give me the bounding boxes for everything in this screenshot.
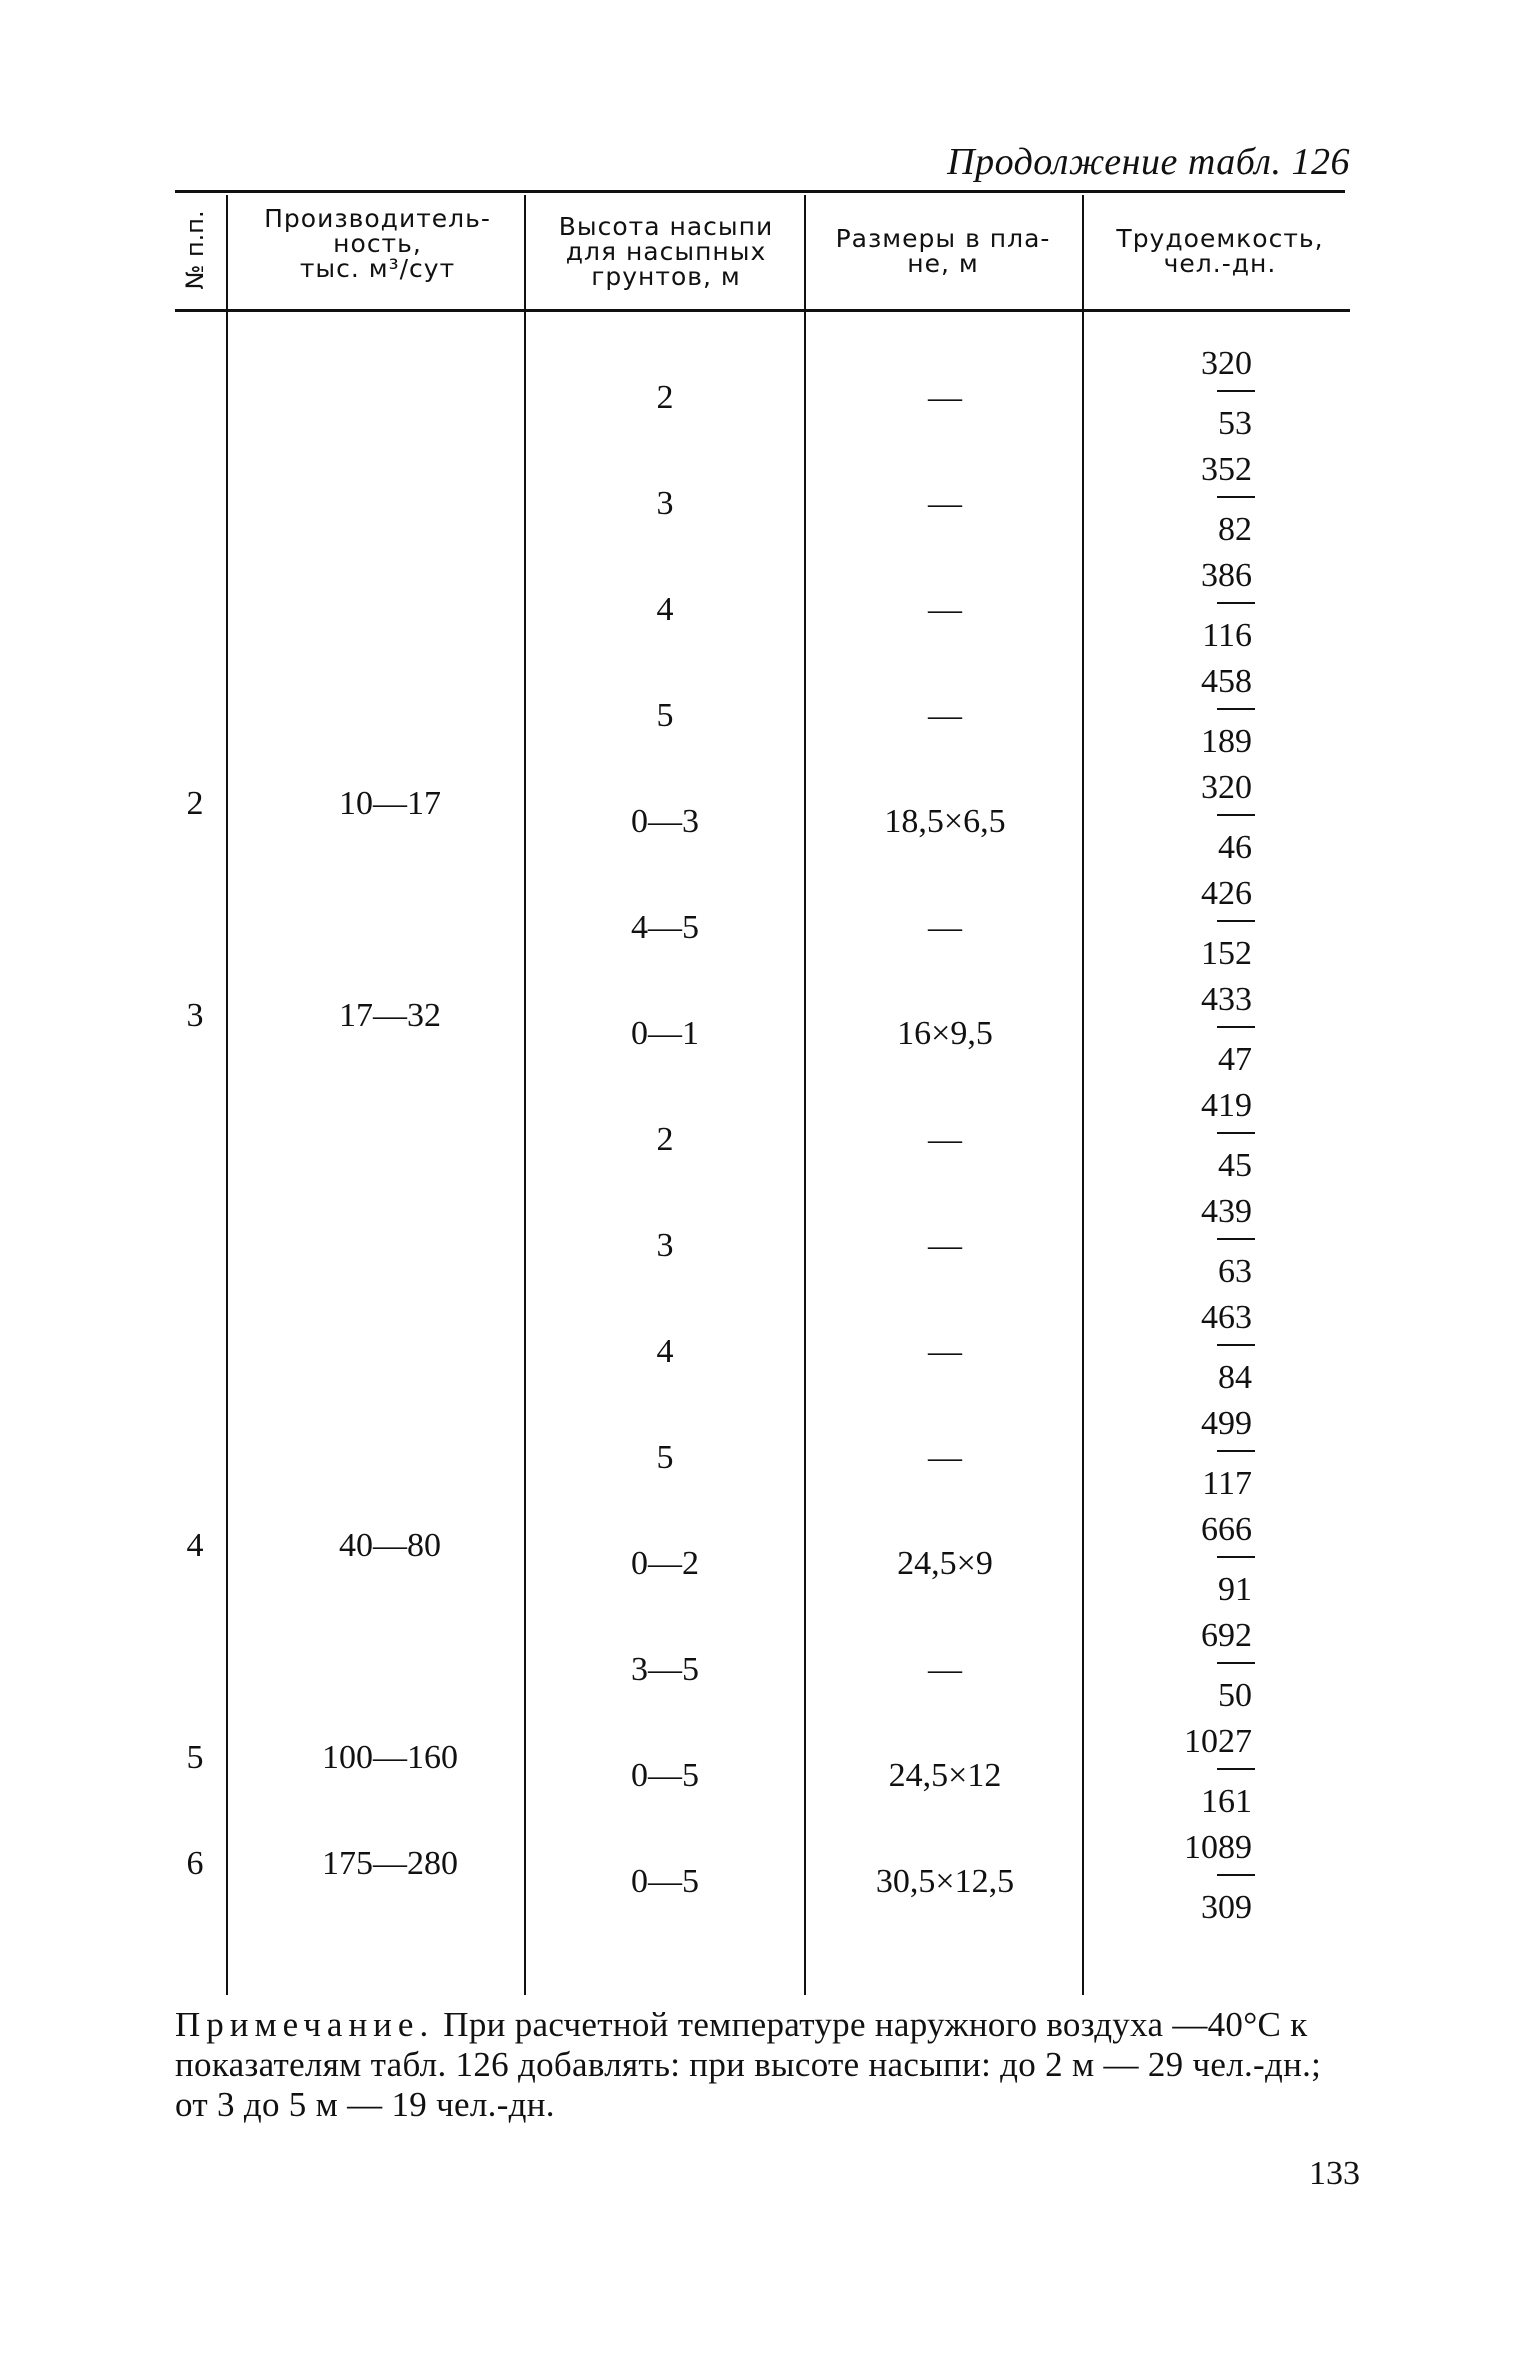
row-size: 18,5×6,5 [884,803,1006,840]
fraction-bar [1217,1344,1255,1346]
row-labor-fraction [1165,1830,1285,1926]
row-labor-fraction [1165,1088,1285,1184]
row-size: — [928,1439,962,1476]
row-size: — [928,591,962,628]
row-productivity: 175—280 [322,1845,458,1882]
labor-numerator: 499 [1201,1405,1252,1442]
fraction-bar [1217,1874,1255,1876]
row-height: 4 [656,1333,674,1370]
labor-denominator: 161 [1201,1783,1252,1820]
fraction-bar [1217,814,1255,816]
row-no: 5 [186,1739,204,1776]
row-size: — [928,379,962,416]
fraction-bar [1217,1556,1255,1558]
row-size: — [928,909,962,946]
fraction-bar [1217,920,1255,922]
row-size: — [928,697,962,734]
footnote-lead: Примечание. [175,2005,435,2044]
row-labor-fraction [1165,346,1285,442]
row-no: 2 [186,785,204,822]
labor-denominator: 53 [1218,405,1252,442]
labor-denominator: 309 [1201,1889,1252,1926]
footnote-text: При расчетной температуре наружного воздуха —40°С к показателям табл. 126 добавлять: при высоте насыпи: до 2 м — 29 чел.-дн.; от 3 до 5 м — 19 чел.-дн. [175,2005,1322,2124]
col-divider-3 [804,195,806,1995]
header-productivity: Производитель- ность, тыс. м³/сут [264,204,491,283]
footnote [175,2005,1355,2125]
fraction-bar [1217,1026,1255,1028]
col-divider-2 [524,195,526,1995]
row-height: 5 [656,1439,674,1476]
row-height: 3 [656,1227,674,1264]
header-bottom-rule [175,309,1350,312]
labor-numerator: 439 [1201,1193,1252,1230]
labor-numerator: 666 [1201,1511,1252,1548]
row-height: 2 [656,1121,674,1158]
labor-denominator: 116 [1202,617,1252,654]
fraction-bar [1217,1768,1255,1770]
row-height: 0—3 [631,803,699,840]
labor-numerator: 320 [1201,769,1252,806]
labor-numerator: 352 [1201,451,1252,488]
labor-denominator: 84 [1218,1359,1252,1396]
row-labor-fraction [1165,452,1285,548]
row-height: 3 [656,485,674,522]
row-size: — [928,485,962,522]
row-size: 24,5×9 [897,1545,993,1582]
row-labor-fraction [1165,1618,1285,1714]
fraction-bar [1217,1132,1255,1134]
labor-denominator: 91 [1218,1571,1252,1608]
row-labor-fraction [1165,1512,1285,1608]
row-size: 16×9,5 [897,1015,993,1052]
row-no: 4 [186,1527,204,1564]
row-height: 0—5 [631,1757,699,1794]
labor-numerator: 386 [1201,557,1252,594]
labor-denominator: 47 [1218,1041,1252,1078]
row-no: 3 [186,997,204,1034]
fraction-bar [1217,390,1255,392]
row-labor-fraction [1165,664,1285,760]
row-labor-fraction [1165,1300,1285,1396]
row-labor-fraction [1165,558,1285,654]
labor-denominator: 117 [1202,1465,1252,1502]
fraction-bar [1217,1662,1255,1664]
row-labor-fraction [1165,1194,1285,1290]
row-size: — [928,1227,962,1264]
row-labor-fraction [1165,1724,1285,1820]
col-divider-4 [1082,195,1084,1995]
row-labor-fraction [1165,1406,1285,1502]
labor-numerator: 458 [1201,663,1252,700]
row-labor-fraction [1165,770,1285,866]
page-number: 133 [1309,2155,1360,2192]
labor-denominator: 189 [1201,723,1252,760]
row-size: — [928,1121,962,1158]
row-size: — [928,1333,962,1370]
row-size: 24,5×12 [888,1757,1002,1794]
labor-denominator: 46 [1218,829,1252,866]
labor-numerator: 320 [1201,345,1252,382]
labor-denominator: 82 [1218,511,1252,548]
labor-numerator: 419 [1201,1087,1252,1124]
row-height: 4—5 [631,909,699,946]
row-height: 2 [656,379,674,416]
labor-denominator: 45 [1218,1147,1252,1184]
fraction-bar [1217,1238,1255,1240]
labor-numerator: 1089 [1184,1829,1252,1866]
row-productivity: 100—160 [322,1739,458,1776]
fraction-bar [1217,602,1255,604]
header-labor: Трудоемкость, чел.-дн. [1116,224,1324,278]
row-no: 6 [186,1845,204,1882]
labor-numerator: 426 [1201,875,1252,912]
labor-numerator: 692 [1201,1617,1252,1654]
labor-numerator: 1027 [1184,1723,1252,1760]
col-divider-1 [226,195,228,1995]
row-productivity: 10—17 [339,785,441,822]
row-height: 0—2 [631,1545,699,1582]
row-size: 30,5×12,5 [875,1863,1015,1900]
labor-numerator: 433 [1201,981,1252,1018]
row-labor-fraction [1165,982,1285,1078]
labor-denominator: 152 [1201,935,1252,972]
row-height: 3—5 [631,1651,699,1688]
table-caption: Продолжение табл. 126 [947,141,1350,183]
header-no: № п.п. [181,210,209,290]
row-productivity: 17—32 [339,997,441,1034]
fraction-bar [1217,708,1255,710]
fraction-bar [1217,1450,1255,1452]
row-productivity: 40—80 [339,1527,441,1564]
header-size: Размеры в пла- не, м [835,224,1051,278]
row-height: 4 [656,591,674,628]
labor-numerator: 463 [1201,1299,1252,1336]
row-height: 0—5 [631,1863,699,1900]
row-height: 0—1 [631,1015,699,1052]
labor-denominator: 50 [1218,1677,1252,1714]
row-height: 5 [656,697,674,734]
row-labor-fraction [1165,876,1285,972]
fraction-bar [1217,496,1255,498]
header-height: Высота насыпи для насыпных грунтов, м [558,212,774,291]
row-size: — [928,1651,962,1688]
table-top-rule [175,190,1345,193]
labor-denominator: 63 [1218,1253,1252,1290]
